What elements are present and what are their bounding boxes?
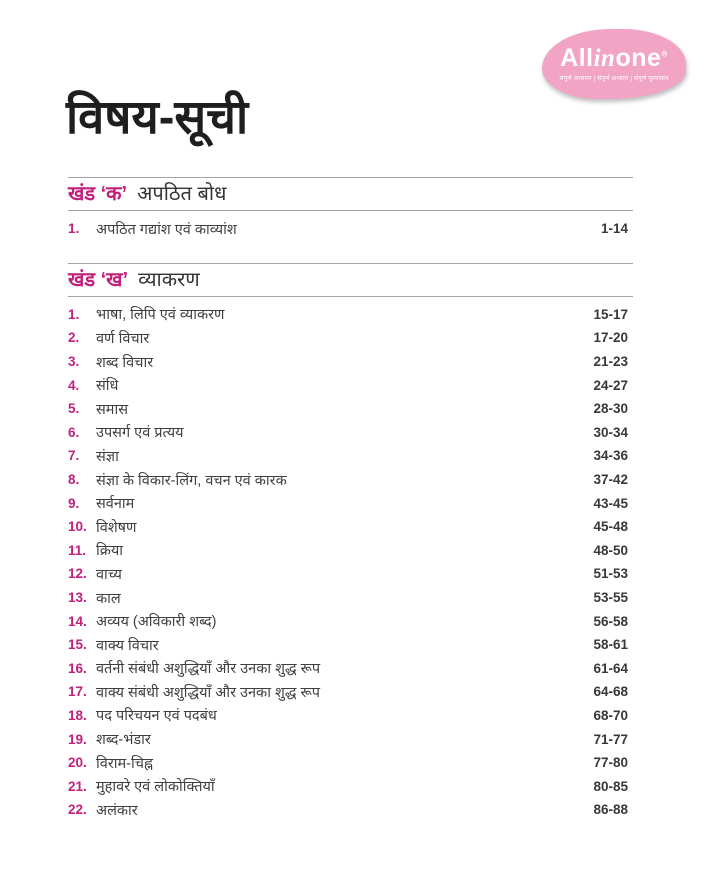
row-title: काल: [96, 590, 121, 607]
row-title: संज्ञा: [96, 448, 119, 465]
row-pages: 37-42: [593, 472, 628, 488]
toc-row: [68, 468, 633, 492]
row-number: 17.: [68, 684, 87, 700]
row-title: वाक्य विचार: [96, 637, 159, 654]
row-number: 7.: [68, 448, 80, 464]
toc-row: [68, 609, 633, 633]
row-title: संधि: [96, 378, 119, 395]
row-pages: 56-58: [593, 613, 628, 629]
row-pages: 58-61: [593, 637, 628, 653]
toc-row: [68, 373, 633, 397]
row-number: 20.: [68, 755, 87, 771]
row-number: 18.: [68, 707, 87, 723]
row-pages: 15-17: [593, 306, 628, 322]
row-number: 6.: [68, 424, 80, 440]
row-title: पद परिचयन एवं पदबंध: [96, 708, 217, 725]
row-title: शब्द-भंडार: [96, 732, 151, 749]
row-pages: 68-70: [593, 707, 628, 723]
row-title: सर्वनाम: [96, 496, 135, 513]
toc-row: [68, 326, 633, 350]
toc-row: [68, 774, 633, 798]
row-number: 21.: [68, 778, 87, 794]
row-title: अलंकार: [96, 802, 138, 819]
toc-row: [68, 539, 633, 563]
toc-row: [68, 657, 633, 681]
row-pages: 64-68: [593, 684, 628, 700]
registered-trademark-symbol: ®: [661, 49, 668, 59]
toc-row: [68, 727, 633, 751]
row-title: मुहावरे एवं लोकोक्तियाँ: [96, 779, 215, 796]
section-name: व्याकरण: [138, 268, 200, 291]
section-items: [68, 297, 633, 822]
row-title: विशेषण: [96, 519, 137, 536]
row-title: समास: [96, 401, 129, 418]
toc-section: [68, 177, 633, 241]
row-pages: 1-14: [600, 221, 628, 237]
row-number: 2.: [68, 330, 80, 346]
row-title: वाच्य: [96, 566, 122, 583]
toc-row: [68, 444, 633, 468]
toc-row: [68, 751, 633, 775]
logo-blob-shape: [542, 29, 686, 99]
row-number: 10.: [68, 519, 87, 535]
row-pages: 24-27: [593, 377, 628, 393]
row-number: 16.: [68, 660, 87, 676]
row-number: 1.: [68, 306, 80, 322]
toc-row: [68, 633, 633, 657]
section-header: [68, 263, 633, 297]
row-number: 11.: [68, 542, 87, 558]
row-pages: 77-80: [593, 755, 628, 771]
row-title: वाक्य संबंधी अशुद्धियाँ और उनका शुद्ध रूप: [96, 684, 320, 701]
row-title: अव्यय (अविकारी शब्द): [96, 614, 217, 631]
row-title: विराम-चिह्न: [96, 755, 153, 772]
logo-word-one: one: [615, 44, 662, 72]
toc-row: [68, 515, 633, 539]
allinone-logo: [542, 29, 686, 99]
logo-tagline: संपूर्ण अध्ययन | संपूर्ण अभ्यास | संपूर्ण मूल्यांकन: [559, 76, 669, 82]
row-number: 9.: [68, 495, 80, 511]
section-name: अपठित बोध: [137, 183, 227, 205]
page-title: विषय-सूची: [66, 90, 249, 143]
toc-row: [68, 303, 633, 327]
row-pages: 86-88: [593, 802, 628, 818]
section-items: [68, 211, 633, 241]
toc-row: [68, 562, 633, 586]
section-label: खंड ‘ख’: [68, 268, 129, 291]
row-number: 5.: [68, 401, 80, 417]
row-title: उपसर्ग एवं प्रत्यय: [96, 425, 184, 442]
row-number: 19.: [68, 731, 87, 747]
toc-row: [68, 798, 633, 822]
row-title: संज्ञा के विकार-लिंग, वचन एवं कारक: [96, 472, 287, 489]
toc-row: [68, 397, 633, 421]
row-number: 3.: [68, 354, 80, 370]
row-pages: 28-30: [593, 401, 628, 417]
row-title: वर्तनी संबंधी अशुद्धियाँ और उनका शुद्ध रूप: [96, 661, 321, 678]
row-number: 22.: [68, 802, 87, 818]
toc-row: [68, 217, 633, 241]
row-number: 1.: [68, 221, 80, 237]
row-pages: 30-34: [593, 424, 628, 440]
toc-section: [68, 263, 633, 822]
row-pages: 21-23: [593, 354, 628, 370]
row-number: 13.: [68, 590, 87, 606]
toc-row: [68, 586, 633, 610]
row-number: 8.: [68, 472, 80, 488]
row-number: 14.: [68, 613, 87, 629]
row-pages: 43-45: [593, 495, 628, 511]
row-number: 12.: [68, 566, 87, 582]
logo-word-in: in: [593, 45, 616, 72]
row-title: भाषा, लिपि एवं व्याकरण: [96, 307, 225, 324]
row-pages: 80-85: [593, 778, 628, 794]
toc-row: [68, 680, 633, 704]
row-pages: 51-53: [593, 566, 628, 582]
logo-word-all: All: [560, 44, 594, 72]
toc-row: [68, 491, 633, 515]
toc-row: [68, 704, 633, 728]
toc-sections: [68, 177, 633, 822]
row-title: वर्ण विचार: [96, 330, 150, 347]
row-title: शब्द विचार: [96, 354, 154, 371]
row-pages: 45-48: [593, 519, 628, 535]
row-title: क्रिया: [96, 543, 124, 560]
row-pages: 48-50: [593, 542, 628, 558]
toc-row: [68, 350, 633, 374]
row-number: 4.: [68, 377, 80, 393]
row-pages: 34-36: [593, 448, 628, 464]
row-pages: 53-55: [593, 590, 628, 606]
section-header: [68, 177, 633, 211]
row-pages: 61-64: [593, 660, 628, 676]
row-title: अपठित गद्यांश एवं काव्यांश: [96, 221, 237, 238]
logo-brand-text: [560, 46, 668, 71]
row-pages: 17-20: [593, 330, 628, 346]
row-pages: 71-77: [593, 731, 628, 747]
table-of-contents: [68, 177, 633, 822]
section-label: खंड ‘क’: [68, 183, 128, 205]
row-number: 15.: [68, 637, 87, 653]
toc-row: [68, 421, 633, 445]
